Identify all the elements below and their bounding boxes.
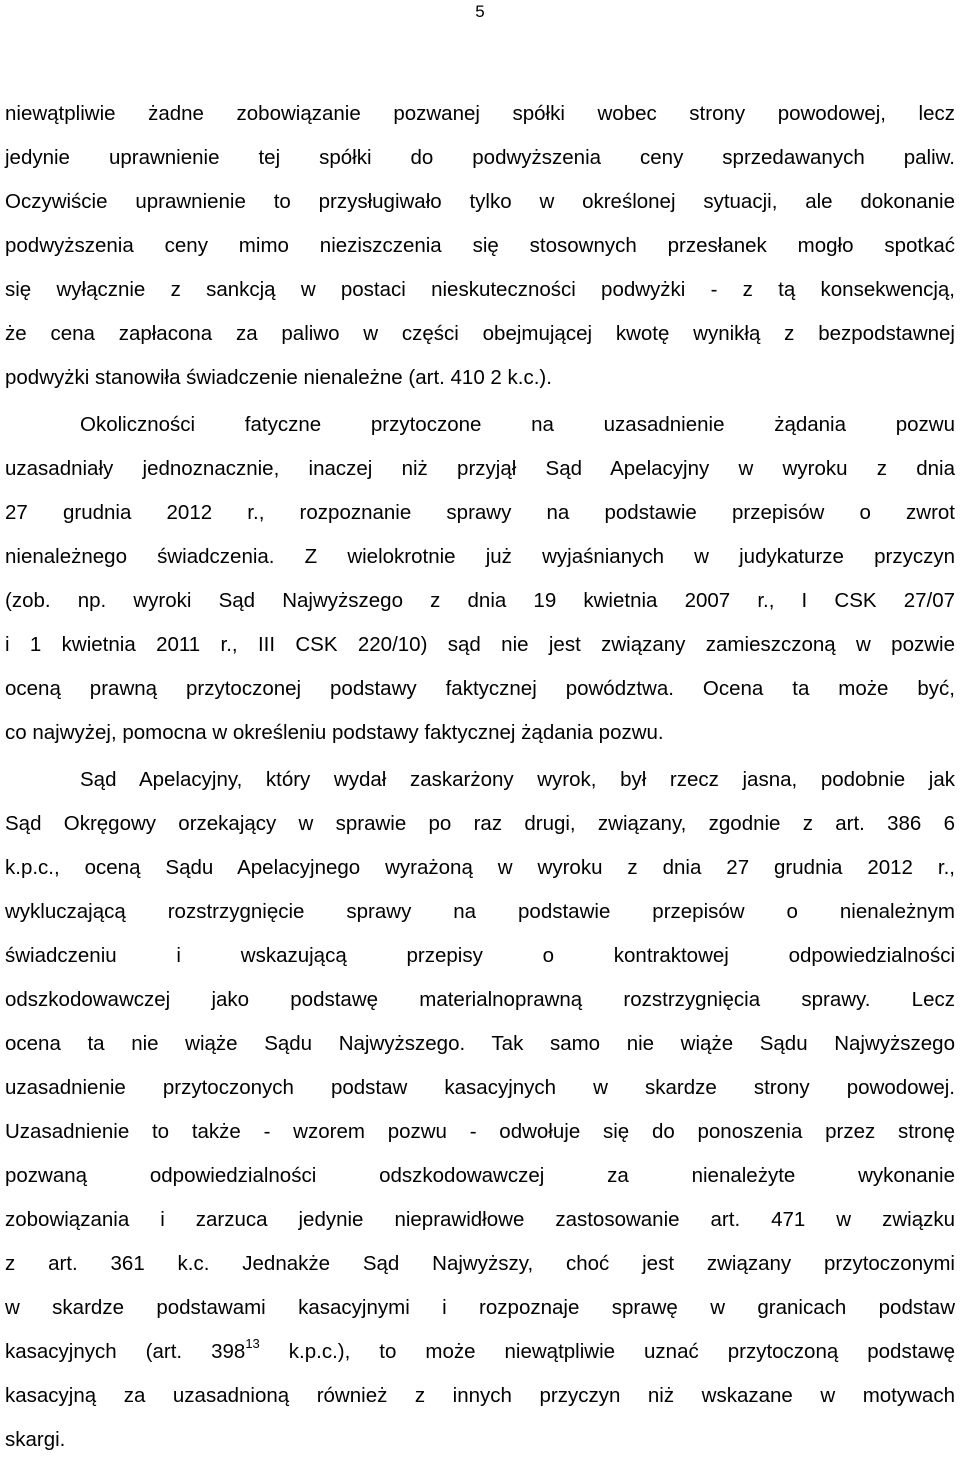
text-segment: k.p.c.), to może niewątpliwie uznać przytoczoną podstawę bbox=[259, 1340, 956, 1363]
text-line: jedynie uprawnienie tej spółki do podwyższenia ceny sprzedawanych paliw. bbox=[5, 146, 955, 169]
text-line bbox=[5, 1338, 955, 1382]
text-line: pozwaną odpowiedzialności odszkodowawczej za nienależyte wykonanie bbox=[5, 1164, 955, 1187]
text-line: uzasadniały jednoznacznie, inaczej niż przyjął Sąd Apelacyjny w wyroku z dnia bbox=[5, 457, 955, 480]
text-line: w skardze podstawami kasacyjnymi i rozpoznaje sprawę w granicach podstaw bbox=[5, 1296, 955, 1319]
text-line: z art. 361 k.c. Jednakże Sąd Najwyższy, choć jest związany przytoczonymi bbox=[5, 1252, 955, 1275]
text-line: Sąd Okręgowy orzekający w sprawie po raz drugi, związany, zgodnie z art. 386 6 bbox=[5, 812, 955, 835]
text-line: ocena ta nie wiąże Sądu Najwyższego. Tak samo nie wiąże Sądu Najwyższego bbox=[5, 1032, 955, 1055]
page-number: 5 bbox=[475, 2, 485, 21]
text-line: uzasadnienie przytoczonych podstaw kasacyjnych w skardze strony powodowej. bbox=[5, 1076, 955, 1099]
text-line: podwyżki stanowiła świadczenie nienależne (art. 410 2 k.c.). bbox=[5, 366, 552, 389]
text-line: podwyższenia ceny mimo nieziszczenia się stosownych przesłanek mogło spotkać bbox=[5, 234, 955, 257]
text-line: się wyłącznie z sankcją w postaci nieskuteczności podwyżki - z tą konsekwencją, bbox=[5, 278, 955, 301]
text-line: k.p.c., oceną Sądu Apelacyjnego wyrażoną w wyroku z dnia 27 grudnia 2012 r., bbox=[5, 856, 955, 879]
text-line: zobowiązania i zarzuca jedynie nieprawidłowe zastosowanie art. 471 w związku bbox=[5, 1208, 955, 1231]
text-line: świadczeniu i wskazującą przepisy o kontraktowej odpowiedzialności bbox=[5, 944, 955, 967]
text-segment: kasacyjnych (art. 398 bbox=[5, 1340, 246, 1363]
text-line: wykluczającą rozstrzygnięcie sprawy na podstawie przepisów o nienależnym bbox=[5, 900, 955, 923]
text-line: że cena zapłacona za paliwo w części obejmującej kwotę wynikłą z bezpodstawnej bbox=[5, 322, 955, 345]
text-line: nienależnego świadczenia. Z wielokrotnie już wyjaśnianych w judykaturze przyczyn bbox=[5, 545, 955, 568]
text-line: Uzasadnienie to także - wzorem pozwu - odwołuje się do ponoszenia przez stronę bbox=[5, 1120, 955, 1143]
text-line: niewątpliwie żadne zobowiązanie pozwanej spółki wobec strony powodowej, lecz bbox=[5, 102, 955, 125]
text-line: 27 grudnia 2012 r., rozpoznanie sprawy na podstawie przepisów o zwrot bbox=[5, 501, 955, 524]
text-line: i 1 kwietnia 2011 r., III CSK 220/10) sąd nie jest związany zamieszczoną w pozwie bbox=[5, 633, 955, 656]
text-line: (zob. np. wyroki Sąd Najwyższego z dnia 19 kwietnia 2007 r., I CSK 27/07 bbox=[5, 589, 955, 612]
text-line: skargi. bbox=[5, 1428, 66, 1451]
superscript: 13 bbox=[245, 1336, 260, 1352]
text-line: kasacyjną za uzasadnioną również z innych przyczyn niż wskazane w motywach bbox=[5, 1384, 955, 1407]
text-line: co najwyżej, pomocna w określeniu podstawy faktycznej żądania pozwu. bbox=[5, 721, 664, 744]
text-line: Oczywiście uprawnienie to przysługiwało tylko w określonej sytuacji, ale dokonanie bbox=[5, 190, 955, 213]
text-line: oceną prawną przytoczonej podstawy faktycznej powództwa. Ocena ta może być, bbox=[5, 677, 955, 700]
text-line: Okoliczności fatyczne przytoczone na uzasadnienie żądania pozwu bbox=[80, 413, 955, 436]
text-line: odszkodowawczej jako podstawę materialnoprawną rozstrzygnięcia sprawy. Lecz bbox=[5, 988, 955, 1011]
text-line: Sąd Apelacyjny, który wydał zaskarżony wyrok, był rzecz jasna, podobnie jak bbox=[80, 768, 955, 791]
